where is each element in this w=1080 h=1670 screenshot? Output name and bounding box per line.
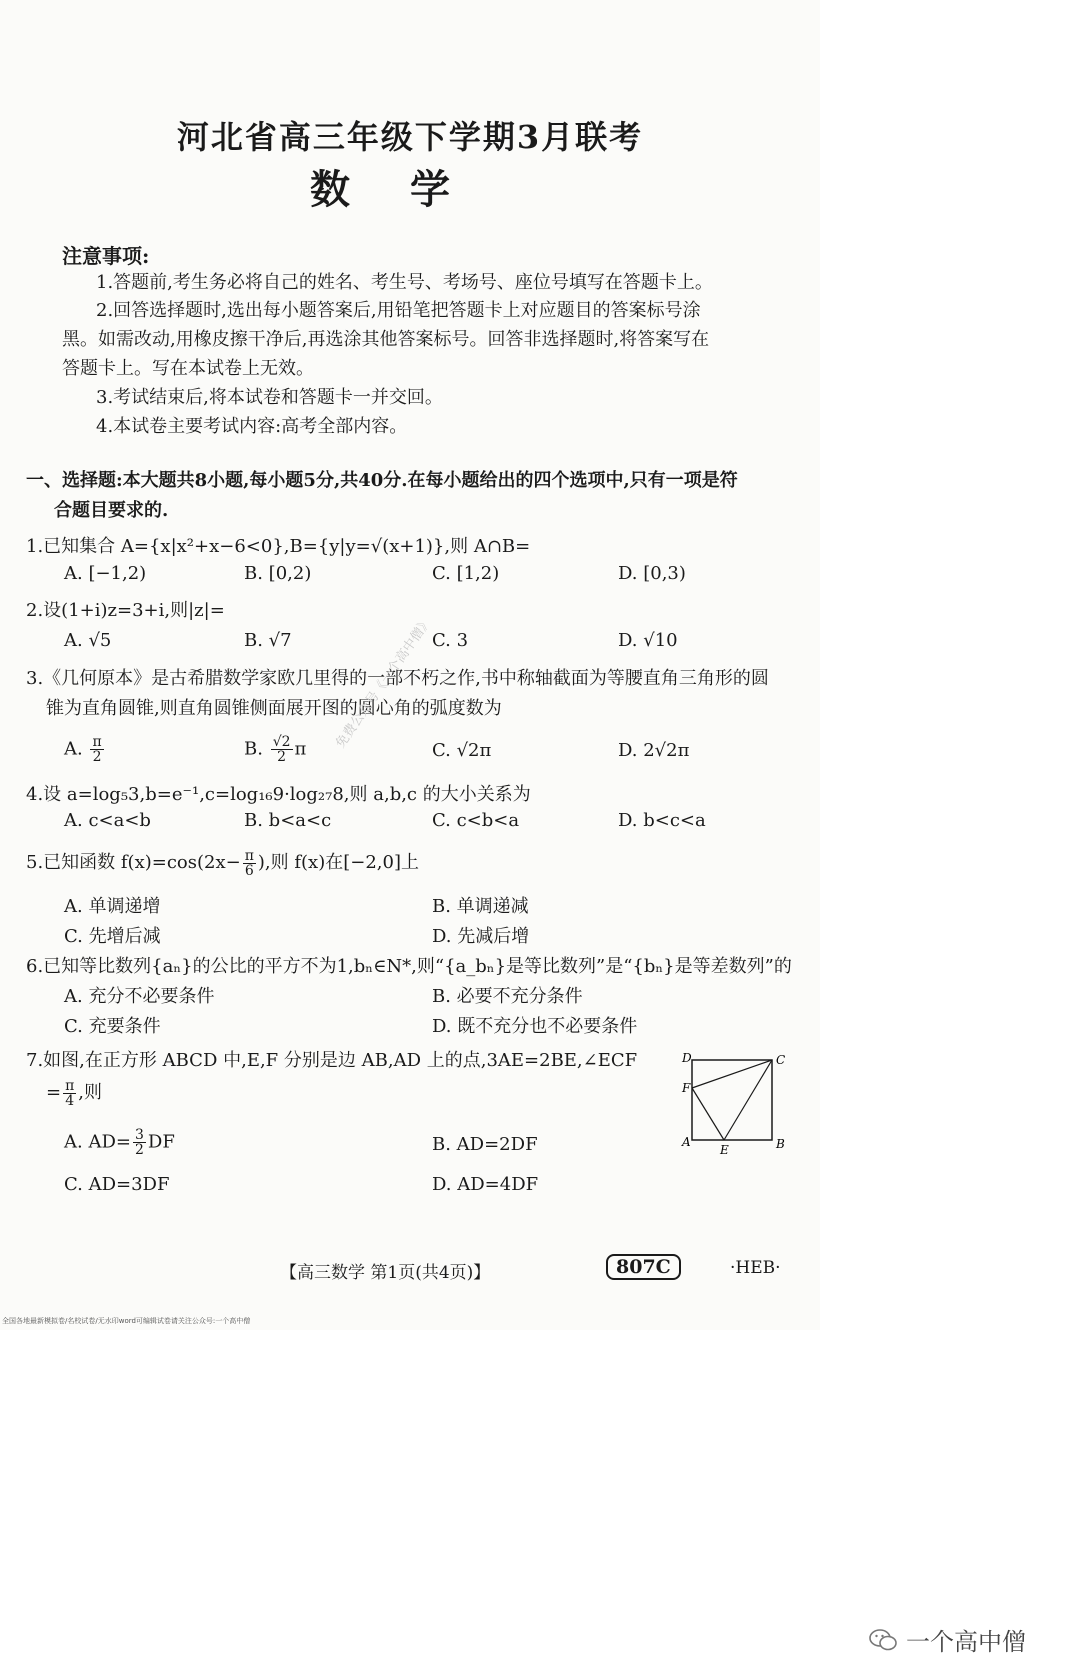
option: A. c<a<b: [64, 810, 151, 831]
option: B. [0,2): [244, 563, 312, 584]
option: B. 必要不充分条件: [432, 986, 583, 1007]
option: D. AD=4DF: [432, 1174, 539, 1195]
brand-name: 一个高中僧: [906, 1628, 1026, 1656]
question-7: 7.如图,在正方形 ABCD 中,E,F 分别是边 AB,AD 上的点,3AE=2BE,∠ECF: [26, 1050, 638, 1071]
brand-watermark: [868, 1622, 1026, 1657]
option: A. 单调递增: [64, 896, 161, 917]
option: B. $\frac{√2}{2}$ π: [244, 734, 307, 765]
label-d: D: [682, 1051, 692, 1065]
option: A. $\frac{\pi}{2}$: [64, 734, 102, 765]
label-f: F: [682, 1081, 691, 1095]
wechat-icon: [868, 1627, 898, 1653]
question-2: 2.设(1+i)z=3+i,则|z|=: [26, 600, 225, 621]
option: A. AD= $\frac{3}{2}$ DF: [64, 1127, 175, 1158]
option: C. 充要条件: [64, 1016, 161, 1037]
question-4: 4.设 a=log₅3,b=e⁻¹,c=log₁₆9·log₂₇8,则 a,b,c 的大小关系为: [26, 784, 531, 805]
option: A. √5: [64, 630, 112, 651]
option: D. b<c<a: [618, 810, 706, 831]
question-3-cont: 锥为直角圆锥,则直角圆锥侧面展开图的圆心角的弧度数为: [46, 698, 502, 719]
section-heading: 合题目要求的.: [54, 500, 169, 521]
label-b: B: [776, 1137, 785, 1151]
option: C. 先增后减: [64, 926, 161, 947]
page-footer: 【高三数学 第1页(共4页)】: [280, 1263, 491, 1283]
option: D. [0,3): [618, 563, 686, 584]
option: C. 3: [432, 630, 469, 651]
label-e: E: [720, 1143, 729, 1157]
option: D. 既不充分也不必要条件: [432, 1016, 638, 1037]
question-6: 6.已知等比数列{aₙ}的公比的平方不为1,bₙ∈N*,则“{a_bₙ}是等比数列”是“{bₙ}是等差数列”的: [26, 956, 792, 977]
section-heading: 一、选择题:本大题共8小题,每小题5分,共40分.在每小题给出的四个选项中,只有一项是符: [26, 470, 738, 491]
option: D. 2√2π: [618, 740, 690, 761]
exam-subject: 数学: [310, 166, 510, 213]
exam-code-badge: 807C: [606, 1254, 681, 1280]
option: A. [−1,2): [64, 563, 147, 584]
option: C. c<b<a: [432, 810, 520, 831]
option: C. AD=3DF: [64, 1174, 170, 1195]
option: B. AD=2DF: [432, 1134, 538, 1155]
question-7-cont: = $\frac{\pi}{4}$ ,则: [46, 1077, 103, 1109]
option: C. √2π: [432, 740, 492, 761]
notice-line: 4.本试卷主要考试内容:高考全部内容。: [96, 416, 408, 437]
watermark: 免费公众号《一个高中僧》: [333, 614, 436, 751]
option: C. [1,2): [432, 563, 500, 584]
notice-line: 2.回答选择题时,选出每小题答案后,用铅笔把答题卡上对应题目的答案标号涂: [96, 300, 701, 321]
notice-line: 黑。如需改动,用橡皮擦干净后,再选涂其他答案标号。回答非选择题时,将答案写在: [62, 329, 710, 350]
option: B. 单调递减: [432, 896, 529, 917]
notice-line: 3.考试结束后,将本试卷和答题卡一并交回。: [96, 387, 443, 408]
org-code: ·HEB·: [730, 1258, 781, 1278]
exam-title: 河北省高三年级下学期3月联考: [176, 118, 644, 156]
question-1: 1.已知集合 A={x|x²+x−6<0},B={y|y=√(x+1)},则 A∩B=: [26, 536, 531, 557]
segment-ec: [724, 1060, 772, 1140]
label-a: A: [682, 1135, 691, 1149]
segment-fc: [692, 1060, 772, 1088]
option: A. 充分不必要条件: [64, 986, 215, 1007]
segment-fe: [692, 1088, 724, 1140]
label-c: C: [776, 1053, 786, 1067]
option: D. √10: [618, 630, 678, 651]
question-3: 3.《几何原本》是古希腊数学家欧几里得的一部不朽之作,书中称轴截面为等腰直角三角形的圆: [26, 668, 769, 689]
square-abcd-diagram: [680, 1050, 790, 1160]
option: B. √7: [244, 630, 292, 651]
option: D. 先减后增: [432, 926, 530, 947]
square-outline: [692, 1060, 772, 1140]
option: B. b<a<c: [244, 810, 332, 831]
notice-line: 1.答题前,考生务必将自己的姓名、考生号、考场号、座位号填写在答题卡上。: [96, 272, 713, 293]
question-5: 5.已知函数 f(x)=cos(2x− $\frac{\pi}{6}$ ),则 f(x)在[−2,0]上: [26, 847, 419, 879]
notice-line: 答题卡上。写在本试卷上无效。: [62, 358, 314, 379]
bottom-note: 全国各地最新模拟卷/名校试卷/无水印word可编辑试卷请关注公众号:一个高中僧: [2, 1317, 251, 1325]
notice-heading: 注意事项:: [62, 244, 150, 268]
